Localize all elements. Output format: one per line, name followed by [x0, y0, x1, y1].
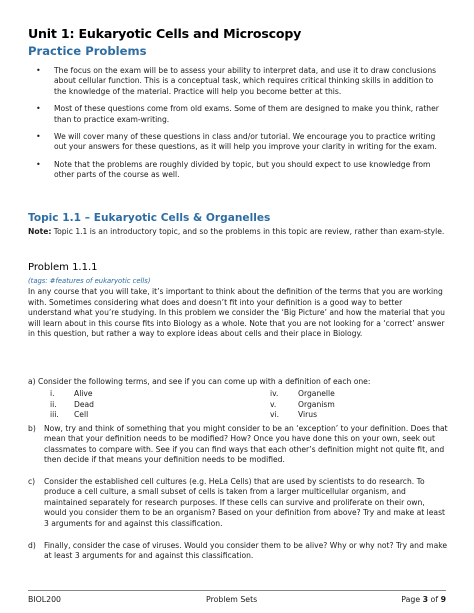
term-number: iv. [270, 389, 279, 398]
section-title: Practice Problems [28, 44, 147, 58]
term-label: Organism [298, 399, 335, 409]
term-label: Dead [74, 399, 94, 409]
question-text: Consider the established cell cultures (e.g. HeLa Cells) that are used by scientists to do research. To produce a cell culture, a small subset of cells is taken from a larger multicellular organism, and maintained separately for research purposes. If these cells can survive and proliferate on their own, would you consider them to be an organism? Based on your definition from above? Try and make at least 3 arguments for and against this classification. [44, 477, 446, 528]
question-label: c) [28, 477, 36, 486]
term-label: Alive [74, 389, 93, 398]
page-current: 3 [422, 595, 429, 604]
instructions-list [36, 66, 446, 188]
term-row [50, 410, 450, 421]
list-item: • The focus on the exam will be to assess your ability to interpret data, and use it to draw conclusions about cellular function. This is a conceptual task, which requires critical thinking skills in addition to the knowledge of the material. Practice will help you become better at this. [36, 66, 446, 97]
unit-title: Unit 1: Eukaryotic Cells and Microscopy [28, 26, 302, 41]
page-of: of [428, 595, 441, 604]
question-d [28, 541, 448, 562]
question-c [28, 477, 448, 529]
term-number: i. [50, 389, 55, 398]
topic-title: Topic 1.1 – Eukaryotic Cells & Organelles [28, 212, 271, 224]
term-label: Organelle [298, 389, 335, 398]
term-number: ii. [50, 399, 57, 409]
course-code: BIOL200 [28, 595, 62, 604]
page-prefix: Page [401, 595, 423, 604]
term-row [50, 400, 450, 411]
page-total: 9 [440, 595, 446, 604]
question-text: Now, try and think of something that you might consider to be an ‘exception’ to your definition. Does that mean that your definition needs to be modified? How? Once you have done this on your own, seek out classmates to compare with. See if you can find ways that each other’s definition might not quite fit, and then decide if that means your definition needs to be modified. [44, 424, 448, 465]
topic-note [28, 227, 448, 238]
list-item: • We will cover many of these questions in class and/or tutorial. We encourage you to practice writing out your answers for these questions, as it will help you improve your clarity in writing for the exam. [36, 132, 446, 153]
question-label: d) [28, 541, 36, 550]
problem-intro: In any course that you will take, it’s important to think about the definition of the terms that you are working with. Sometimes considering what does and doesn’t fit into your definition is a good way to better understand what you’re studying. In this problem we consider the ‘Big Picture’ and how the material that you will learn about in this course fits into Biology as a whole. Note that you are not looking for a ‘correct’ answer in this question, but rather a way to explore ideas about cells and their place in Biology. [28, 287, 445, 338]
note-text: Topic 1.1 is an introductory topic, and so the problems in this topic are review, rather than exam-style. [51, 227, 445, 236]
page-number [401, 595, 446, 604]
footer-title: Problem Sets [206, 595, 258, 604]
page-footer [28, 590, 446, 605]
term-label: Virus [298, 410, 318, 419]
problem-tags: (tags: #features of eukaryotic cells) [28, 277, 151, 285]
term-number: v. [270, 399, 277, 409]
list-item: • Most of these questions come from old exams. Some of them are designed to make you think, rather than to practice exam-writing. [36, 104, 446, 125]
question-b [28, 424, 448, 466]
question-label: b) [28, 424, 36, 433]
question-a: a) Consider the following terms, and see if you can come up with a definition of each one: [28, 377, 371, 386]
terms-list [50, 389, 450, 421]
list-item: • Note that the problems are roughly divided by topic, but you should expect to use knowledge from other parts of the course as well. [36, 160, 446, 181]
term-number: vi. [270, 410, 280, 419]
term-label: Cell [74, 410, 89, 419]
question-text: Finally, consider the case of viruses. Would you consider them to be alive? Why or why not? Try and make at least 3 arguments for and against this classification. [44, 541, 448, 561]
note-label: Note: [28, 227, 52, 236]
problem-title: Problem 1.1.1 [28, 262, 98, 273]
term-number: iii. [50, 410, 59, 419]
term-row [50, 389, 450, 400]
